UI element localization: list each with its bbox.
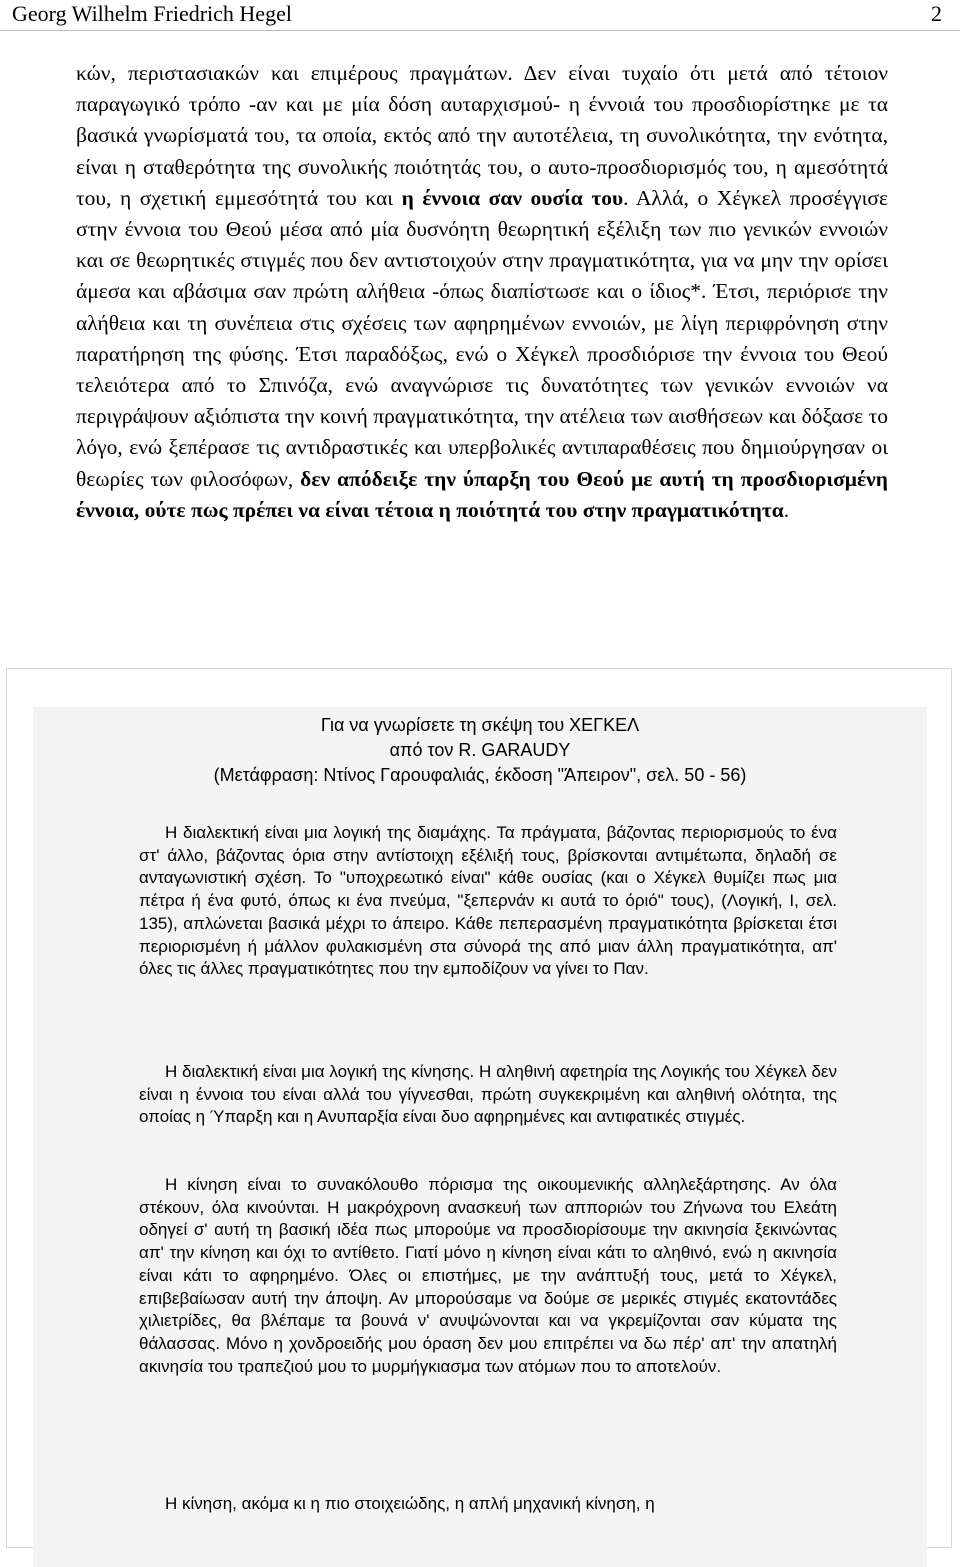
main-paragraph — [76, 58, 888, 526]
main-text-bold: η έννοια σαν ουσία του — [401, 185, 624, 210]
main-text-run: κών, περιστασιακών και επιμέρους πραγμάτων. Δεν είναι τυχαίο ότι μετά από τέτοιον παραγωγικό τρόπο -αν και με μία δόση αυταρχισμού- η έννοιά του προσδιορίστηκε με τα βασικά γνωρίσματά του, τα οποία, εκτός από την αυτοτέλεια, τη συνολικότητα, την ενότητα, είναι η σταθερότητα της συνολικής ποιότητάς του, ο αυτο-προσδιορισμός του, η αμεσότητά του, η σχετική εμμεσότητά του και — [76, 61, 888, 210]
page-header — [0, 0, 960, 31]
quote-box-panel — [33, 707, 927, 1567]
quote-translation-note: (Μετάφραση: Ντίνος Γαρουφαλιάς, έκδοση "Άπειρον", σελ. 50 - 56) — [213, 765, 747, 785]
main-text-run: . — [783, 497, 790, 522]
running-title: Georg Wilhelm Friedrich Hegel — [12, 1, 292, 26]
quote-box — [6, 668, 952, 1548]
quote-paragraph: Η διαλεκτική είναι μια λογική της κίνησης. Η αληθινή αφετηρία της Λογικής του Χέγκελ δεν είναι η έννοια του είναι αλλά του γίγνεσθαι, πρώτη συγκεκριμένη και αληθινή ολότητα, της οποίας η Ύπαρξη και η Ανυπαρξία είναι δυο αφηρημένες και αντιφατικές στιγμές. — [139, 1062, 837, 1127]
main-text-bold: δεν απόδειξε την ύπαρξη του Θεού με αυτή τη προσδιορισμένη έννοια, ούτε πως πρέπει να είναι τέτοια η ποιότητά του στην πραγματικότητα — [76, 466, 888, 522]
quote-author: από τον R. GARAUDY — [389, 740, 571, 760]
quote-paragraph: Η διαλεκτική είναι μια λογική της διαμάχης. Τα πράγματα, βάζοντας περιορισμούς το ένα στ' άλλο, βάζοντας όρια στην αντίστοιχη εξέλιξή τους, βρίσκονται αντιμέτωπα, δηλαδή σε ανταγωνιστική σχέση. Το "υποχρεωτικό είναι" κάθε ουσίας (και ο Χέγκελ θυμίζει πως μια πέτρα ή ένα φυτό, όπως κι ένα πνεύμα, "ξεπερνάν κι αυτά το όριό" τους), (Λογική, Ι, σελ. 135), απλώνεται βασικά μέχρι το άπειρο. Κάθε πεπερασμένη πραγματικότητα βρίσκεται έτσι περιορισμένη ή μάλλον φυλακισμένη στα σύνορά της από μιαν άλλη πραγματικότητα, απ' όλες τις άλλες πραγματικότητες που την εμποδίζουν να γίνει το Παν. — [139, 823, 837, 979]
quote-paragraph: Η κίνηση, ακόμα κι η πιο στοιχειώδης, η απλή μηχανική κίνηση, η — [165, 1494, 655, 1513]
main-text-run: . Αλλά, ο Χέγκελ προσέγγισε στην έννοια του Θεού μέσα από μία δυσνόητη θεωρητική εξέλιξη των πιο γενικών εννοιών και σε θεωρητικές στιγμές που δεν αντιστοιχούν στην πραγματικότητα, για να μην την ορίσει άμεσα και αβάσιμα σαν πρώτη αλήθεια -όπως διαπίστωσε και ο ίδιος*. Έτσι, περιόρισε την αλήθεια και τη συνέπεια στις σχέσεις των αφηρημένων εννοιών, με λίγη περιφρόνηση στην παρατήρηση της φύσης. Έτσι παραδόξως, ενώ ο Χέγκελ προσδιόρισε την έννοια του Θεού τελειότερα από το Σπινόζα, ενώ αναγνώρισε τις δυνατότητες των γενικών εννοιών να περιγράψουν αξιόπιστα την κοινή πραγματικότητα, την ατέλεια των αισθήσεων και δόξασε το λόγο, ενώ ξεπέρασε τις αντιδραστικές και υπερβολικές αντιπαραθέσεις που δημιούργησαν οι θεωρίες των φιλοσόφων, — [76, 185, 888, 491]
page-number: 2 — [931, 1, 942, 26]
quote-title: Για να γνωρίσετε τη σκέψη του ΧΕΓΚΕΛ — [320, 715, 640, 735]
quote-paragraph: Η κίνηση είναι το συνακόλουθο πόρισμα της οικουμενικής αλληλεξάρτησης. Αν όλα στέκουν, όλα κινούνται. Η μακρόχρονη ανασκευή των απποριών του Ζήνωνα του Ελεάτη οδηγεί σ' αυτή τη βασική ιδέα πως μπορούμε να προσδιορίσουμε την ακινησία ξεκινώντας απ' την κίνηση και όχι το αντίθετο. Γιατί μόνο η κίνηση είναι κάτι το αληθινό, ενώ η ακινησία είναι κάτι το αφηρημένο. Όλες οι επιστήμες, με την ανάπτυξή τους, μετά το Χέγκελ, επιβεβαίωσαν αυτή την άποψη. Αν μπορούσαμε να δούμε σε μερικές στιγμές εκατοντάδες χιλιετρίδες, θα βλέπαμε τα βουνά ν' ανυψώνονται και να γκρεμίζονται σαν κύματα της θάλασσας. Μόνο η χονδροειδής μου όραση δεν μου επιτρέπει να δω πέρ' απ' την απατηλή ακινησία του τραπεζιού μου το μυρμήγκιασμα των ατόμων που το αποτελούν. — [139, 1175, 837, 1376]
